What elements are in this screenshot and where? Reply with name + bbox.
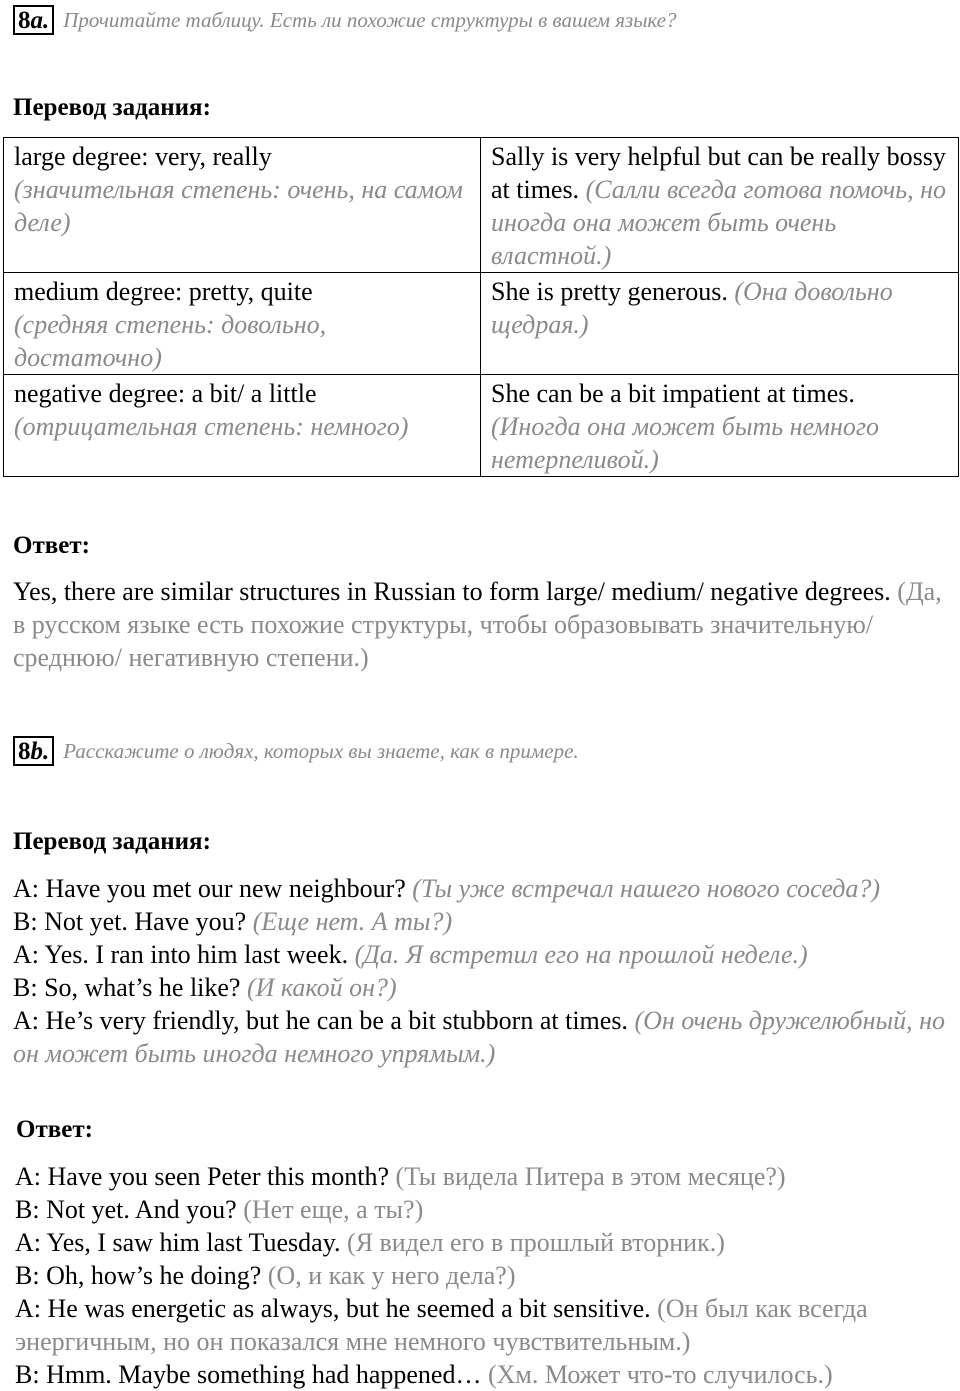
- table-row: [4, 375, 959, 477]
- dialogue-line: B: Not yet. And you? (Нет еще, а ты?): [15, 1195, 424, 1224]
- table-cell: large degree: very, really (значительная степень: очень, на самом деле): [4, 138, 481, 273]
- dialogue-line: A: He was energetic as always, but he seemed a bit sensitive. (Он был как всегда энергичным, но он показался мне немного чувствительным.): [15, 1294, 868, 1356]
- exercise-8b-header: [13, 736, 579, 766]
- answer-label: Ответ:: [13, 532, 90, 559]
- answer-text: Yes, there are similar structures in Russian to form large/ medium/ negative degrees. (Да, в русском языке есть похожие структуры, чтобы образовывать значительную/среднюю/ негативную степени.): [13, 577, 942, 672]
- exercise-number-badge: 8b.: [13, 736, 54, 766]
- table-row: [4, 273, 959, 375]
- dialogue-line: B: Oh, how’s he doing? (О, и как у него дела?): [15, 1261, 516, 1290]
- dialogue-line: A: Yes, I saw him last Tuesday. (Я видел его в прошлый вторник.): [15, 1228, 725, 1257]
- answer-dialogue: [15, 1160, 960, 1391]
- dialogue-line: A: Have you seen Peter this month? (Ты видела Питера в этом месяце?): [15, 1162, 786, 1191]
- dialogue-line: B: Not yet. Have you? (Еще нет. А ты?): [13, 907, 453, 936]
- translation-label: Перевод задания:: [13, 828, 211, 855]
- degree-table: [3, 137, 959, 477]
- table-cell: Sally is very helpful but can be really bossy at times. (Салли всегда готова помочь, но иногда она может быть очень властной.): [481, 138, 959, 273]
- example-dialogue: [13, 872, 958, 1070]
- table-cell: She can be a bit impatient at times. (Иногда она может быть немного нетерпеливой.): [481, 375, 959, 477]
- dialogue-line: A: Yes. I ran into him last week. (Да. Я встретил его на прошлой неделе.): [13, 940, 808, 969]
- exercise-instruction: Расскажите о людях, которых вы знаете, как в примере.: [63, 738, 579, 763]
- exercise-8a-header: [13, 5, 677, 35]
- table-cell: medium degree: pretty, quite (средняя степень: довольно, достаточно): [4, 273, 481, 375]
- exercise-number-badge: 8a.: [13, 5, 54, 35]
- dialogue-line: A: He’s very friendly, but he can be a bit stubborn at times. (Он очень дружелюбный, но он может быть иногда немного упрямым.): [13, 1006, 946, 1068]
- table-cell: negative degree: a bit/ a little (отрицательная степень: немного): [4, 375, 481, 477]
- dialogue-line: B: So, what’s he like? (И какой он?): [13, 973, 397, 1002]
- translation-label: Перевод задания:: [13, 94, 211, 121]
- answer-label: Ответ:: [16, 1116, 93, 1143]
- exercise-instruction: Прочитайте таблицу. Есть ли похожие структуры в вашем языке?: [63, 7, 677, 32]
- table-cell: She is pretty generous. (Она довольно щедрая.): [481, 273, 959, 375]
- dialogue-line: A: Have you met our new neighbour? (Ты уже встречал нашего нового соседа?): [13, 874, 881, 903]
- dialogue-line: B: Hmm. Maybe something had happened… (Хм. Может что-то случилось.): [15, 1360, 833, 1389]
- table-row: [4, 138, 959, 273]
